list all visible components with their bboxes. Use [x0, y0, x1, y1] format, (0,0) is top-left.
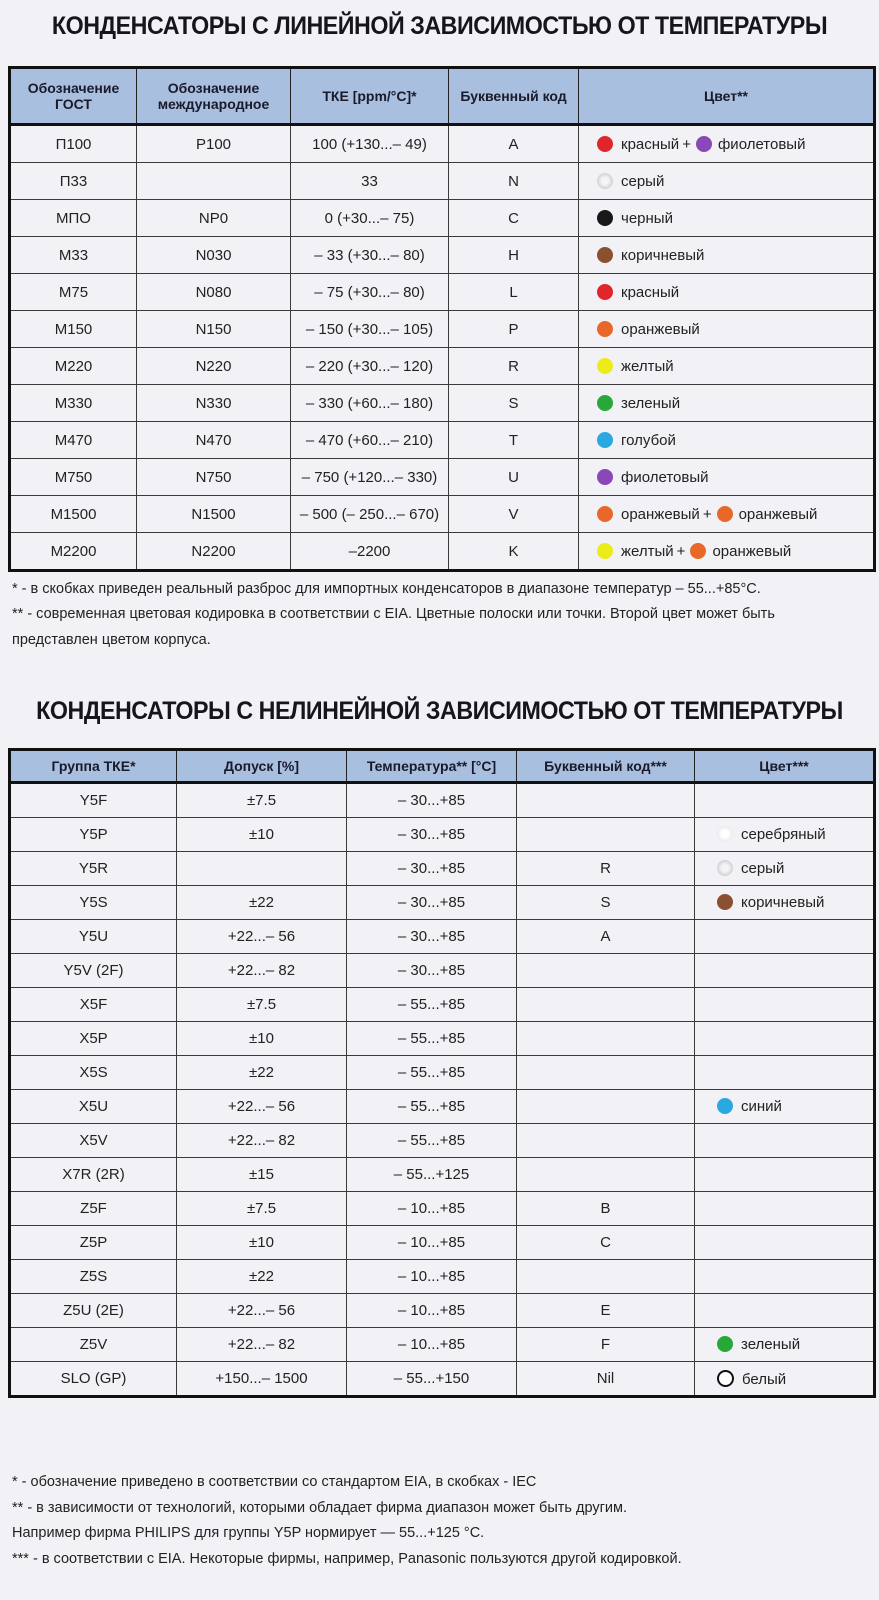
code-cell: [517, 1056, 695, 1090]
tke-cell: – 150 (+30...– 105): [291, 311, 449, 348]
table-row: [10, 954, 875, 988]
code-cell: [517, 1158, 695, 1192]
color-name: черный: [621, 209, 673, 227]
color-dot-icon: [597, 469, 613, 485]
col-tolerance-header: Допуск [%]: [177, 750, 347, 783]
tolerance-cell: +22...– 82: [177, 1328, 347, 1362]
tolerance-cell: ±7.5: [177, 783, 347, 818]
nonlinear-capacitors-title: КОНДЕНСАТОРЫ С НЕЛИНЕЙНОЙ ЗАВИСИМОСТЬЮ ОТ ТЕМПЕРАТУРЫ: [36, 697, 843, 725]
code-cell: H: [449, 237, 579, 274]
color-dot-icon: [717, 894, 733, 910]
color-cell: [695, 783, 875, 818]
intl-cell: N1500: [137, 496, 291, 533]
color-cell: [695, 852, 875, 886]
group-cell: X7R (2R): [10, 1158, 177, 1192]
color-name: фиолетовый: [621, 468, 709, 486]
color-name: белый: [742, 1370, 787, 1388]
intl-cell: N330: [137, 385, 291, 422]
footnote-tke-range: * - в скобках приведен реальный разброс для импортных конденсаторов в диапазоне температур – 55...+85°C.: [12, 581, 761, 597]
color-cell: [695, 1226, 875, 1260]
color-dot-icon: [597, 136, 613, 152]
color-cell: [579, 311, 875, 348]
table-row: [10, 385, 875, 422]
code-cell: [517, 954, 695, 988]
group-cell: Z5S: [10, 1260, 177, 1294]
tke-cell: – 220 (+30...– 120): [291, 348, 449, 385]
temperature-cell: – 30...+85: [347, 852, 517, 886]
code-cell: U: [449, 459, 579, 496]
col-tke-header: ТКЕ [ppm/°C]*: [291, 68, 449, 125]
color-dot-icon: [717, 1098, 733, 1114]
tolerance-cell: +22...– 56: [177, 920, 347, 954]
table-row: [10, 1022, 875, 1056]
gost-cell: М2200: [10, 533, 137, 571]
color-cell: [695, 1090, 875, 1124]
color-name: серебряный: [741, 826, 826, 843]
code-cell: [517, 818, 695, 852]
group-cell: Y5R: [10, 852, 177, 886]
tolerance-cell: ±22: [177, 1260, 347, 1294]
code-cell: T: [449, 422, 579, 459]
group-cell: Z5F: [10, 1192, 177, 1226]
tke-cell: – 500 (– 250...– 670): [291, 496, 449, 533]
color-cell: [695, 988, 875, 1022]
color-dot-icon: [597, 506, 613, 522]
tke-cell: – 750 (+120...– 330): [291, 459, 449, 496]
footnote-eia-color: ** - современная цветовая кодировка в соответствии с EIA. Цветные полоски или точки. Второй цвет может быть: [12, 606, 775, 622]
table-row: [10, 1294, 875, 1328]
table-row: [10, 818, 875, 852]
color-dot-icon: [597, 247, 613, 263]
table-row: [10, 1362, 875, 1397]
linear-capacitors-table: [8, 66, 876, 572]
tke-cell: 100 (+130...– 49): [291, 125, 449, 163]
group-cell: Y5U: [10, 920, 177, 954]
color-cell: [579, 348, 875, 385]
temperature-cell: – 10...+85: [347, 1328, 517, 1362]
col-color-header: Цвет**: [579, 68, 875, 125]
color-dot-icon: [717, 826, 733, 842]
color-cell: [695, 1362, 875, 1397]
table-row: [10, 1124, 875, 1158]
color-name: оранжевый: [621, 320, 700, 338]
tke-cell: – 330 (+60...– 180): [291, 385, 449, 422]
temperature-cell: – 10...+85: [347, 1260, 517, 1294]
table-row: [10, 237, 875, 274]
color-name: оранжевый: [621, 505, 700, 523]
temperature-cell: – 55...+125: [347, 1158, 517, 1192]
color-cell: [695, 1124, 875, 1158]
temperature-cell: – 30...+85: [347, 954, 517, 988]
group-cell: Y5P: [10, 818, 177, 852]
color-name: желтый: [621, 357, 674, 375]
temperature-cell: – 55...+85: [347, 1056, 517, 1090]
col-gost-header: Обозначение ГОСТ: [10, 68, 137, 125]
table-row: [10, 1090, 875, 1124]
color-name: зеленый: [621, 394, 681, 412]
gost-cell: М75: [10, 274, 137, 311]
code-cell: N: [449, 163, 579, 200]
nonlinear-capacitors-table: [8, 748, 876, 1398]
intl-cell: NP0: [137, 200, 291, 237]
color-name-secondary: оранжевый: [712, 542, 792, 560]
tke-cell: – 470 (+60...– 210): [291, 422, 449, 459]
color-cell: [695, 1294, 875, 1328]
table-row: [10, 886, 875, 920]
tolerance-cell: +22...– 56: [177, 1090, 347, 1124]
code-cell: [517, 988, 695, 1022]
gost-cell: М220: [10, 348, 137, 385]
table-row: [10, 988, 875, 1022]
color-name: красный: [621, 283, 680, 301]
temperature-cell: – 55...+85: [347, 1022, 517, 1056]
color-cell: [579, 125, 875, 163]
col-code-header: Буквенный код: [449, 68, 579, 125]
temperature-cell: – 55...+150: [347, 1362, 517, 1397]
color-cell: [695, 1022, 875, 1056]
gost-cell: МПО: [10, 200, 137, 237]
linear-capacitors-title: КОНДЕНСАТОРЫ С ЛИНЕЙНОЙ ЗАВИСИМОСТЬЮ ОТ ТЕМПЕРАТУРЫ: [51, 12, 828, 40]
table-row: [10, 125, 875, 163]
color-name: красный: [621, 135, 680, 153]
color-dot-icon: [717, 1370, 734, 1387]
code-cell: [517, 1260, 695, 1294]
tke-cell: – 75 (+30...– 80): [291, 274, 449, 311]
temperature-cell: – 55...+85: [347, 988, 517, 1022]
table-row: [10, 311, 875, 348]
code-cell: R: [517, 852, 695, 886]
group-cell: X5P: [10, 1022, 177, 1056]
tolerance-cell: +22...– 82: [177, 1124, 347, 1158]
color-name: желтый: [621, 542, 674, 560]
color-cell: [695, 954, 875, 988]
gost-cell: П33: [10, 163, 137, 200]
group-cell: X5S: [10, 1056, 177, 1090]
group-cell: Y5V (2F): [10, 954, 177, 988]
table-header-row: [10, 750, 875, 783]
color-cell: [579, 459, 875, 496]
table-row: [10, 200, 875, 237]
group-cell: Y5S: [10, 886, 177, 920]
tolerance-cell: ±7.5: [177, 988, 347, 1022]
gost-cell: М330: [10, 385, 137, 422]
temperature-cell: – 30...+85: [347, 886, 517, 920]
group-cell: SLO (GP): [10, 1362, 177, 1397]
code-cell: L: [449, 274, 579, 311]
temperature-cell: – 10...+85: [347, 1226, 517, 1260]
color-dot-icon: [597, 173, 613, 189]
color-cell: [695, 1260, 875, 1294]
intl-cell: N2200: [137, 533, 291, 571]
intl-cell: P100: [137, 125, 291, 163]
gost-cell: М150: [10, 311, 137, 348]
plus-sign: +: [682, 135, 691, 153]
table-row: [10, 422, 875, 459]
tolerance-cell: ±15: [177, 1158, 347, 1192]
color-name-secondary: оранжевый: [738, 505, 818, 523]
intl-cell: N150: [137, 311, 291, 348]
tolerance-cell: +22...– 82: [177, 954, 347, 988]
tolerance-cell: ±10: [177, 818, 347, 852]
gost-cell: М33: [10, 237, 137, 274]
col-code-header: Буквенный код***: [517, 750, 695, 783]
code-cell: A: [449, 125, 579, 163]
footnote-eia-iec: * - обозначение приведено в соответствии со стандартом EIA, в скобках - IEC: [12, 1474, 537, 1490]
code-cell: C: [517, 1226, 695, 1260]
group-cell: Z5P: [10, 1226, 177, 1260]
tolerance-cell: +22...– 56: [177, 1294, 347, 1328]
table-row: [10, 783, 875, 818]
code-cell: Nil: [517, 1362, 695, 1397]
temperature-cell: – 55...+85: [347, 1124, 517, 1158]
footnote-philips: Например фирма PHILIPS для группы Y5P нормирует — 55...+125 °C.: [12, 1525, 485, 1541]
color-name: голубой: [621, 431, 676, 449]
intl-cell: N470: [137, 422, 291, 459]
color-cell: [695, 1158, 875, 1192]
table-row: [10, 1260, 875, 1294]
gost-cell: М470: [10, 422, 137, 459]
color-dot-icon: [597, 321, 613, 337]
code-cell: [517, 1124, 695, 1158]
temperature-cell: – 30...+85: [347, 818, 517, 852]
table-row: [10, 1192, 875, 1226]
gost-cell: М1500: [10, 496, 137, 533]
code-cell: R: [449, 348, 579, 385]
table-row: [10, 459, 875, 496]
tolerance-cell: ±22: [177, 1056, 347, 1090]
group-cell: X5F: [10, 988, 177, 1022]
col-color-header: Цвет***: [695, 750, 875, 783]
table-row: [10, 1226, 875, 1260]
color-name: синий: [741, 1098, 782, 1115]
group-cell: Y5F: [10, 783, 177, 818]
color-cell: [695, 1328, 875, 1362]
table-row: [10, 852, 875, 886]
intl-cell: N220: [137, 348, 291, 385]
temperature-cell: – 10...+85: [347, 1294, 517, 1328]
table-row: [10, 1158, 875, 1192]
table-row: [10, 274, 875, 311]
table-row: [10, 163, 875, 200]
color-dot-icon: [717, 860, 733, 876]
intl-cell: N030: [137, 237, 291, 274]
tke-cell: 33: [291, 163, 449, 200]
tke-cell: – 33 (+30...– 80): [291, 237, 449, 274]
color-cell: [579, 163, 875, 200]
color-name-secondary: фиолетовый: [717, 135, 806, 153]
table-row: [10, 533, 875, 571]
color-name: серый: [741, 860, 785, 877]
tolerance-cell: [177, 852, 347, 886]
tolerance-cell: ±10: [177, 1226, 347, 1260]
code-cell: [517, 1022, 695, 1056]
footnote-body-color: представлен цветом корпуса.: [12, 632, 211, 648]
gost-cell: М750: [10, 459, 137, 496]
color-cell: [579, 237, 875, 274]
group-cell: X5U: [10, 1090, 177, 1124]
color-cell: [695, 1056, 875, 1090]
footnote-range-varies: ** - в зависимости от технологий, которыми обладает фирма диапазон может быть другим.: [12, 1500, 627, 1516]
color-cell: [579, 533, 875, 571]
color-cell: [579, 422, 875, 459]
tolerance-cell: +150...– 1500: [177, 1362, 347, 1397]
color-cell: [695, 886, 875, 920]
temperature-cell: – 55...+85: [347, 1090, 517, 1124]
group-cell: Z5V: [10, 1328, 177, 1362]
intl-cell: N750: [137, 459, 291, 496]
color-dot-icon: [696, 136, 712, 152]
code-cell: [517, 783, 695, 818]
tolerance-cell: ±10: [177, 1022, 347, 1056]
color-dot-icon: [597, 358, 613, 374]
color-cell: [579, 385, 875, 422]
color-cell: [695, 1192, 875, 1226]
color-name: серый: [621, 172, 665, 190]
code-cell: F: [517, 1328, 695, 1362]
code-cell: [517, 1090, 695, 1124]
plus-sign: +: [676, 542, 686, 560]
color-cell: [579, 496, 875, 533]
code-cell: C: [449, 200, 579, 237]
color-name: коричневый: [741, 894, 825, 911]
color-dot-icon: [597, 432, 613, 448]
tolerance-cell: ±22: [177, 886, 347, 920]
table-header-row: [10, 68, 875, 125]
color-cell: [695, 920, 875, 954]
table-row: [10, 1056, 875, 1090]
table-row: [10, 348, 875, 385]
tolerance-cell: ±7.5: [177, 1192, 347, 1226]
col-temperature-header: Температура** [°C]: [347, 750, 517, 783]
color-dot-icon: [690, 543, 706, 559]
group-cell: X5V: [10, 1124, 177, 1158]
tke-cell: 0 (+30...– 75): [291, 200, 449, 237]
code-cell: B: [517, 1192, 695, 1226]
color-dot-icon: [597, 395, 613, 411]
tke-cell: –2200: [291, 533, 449, 571]
color-cell: [579, 274, 875, 311]
code-cell: S: [449, 385, 579, 422]
color-cell: [579, 200, 875, 237]
color-dot-icon: [717, 506, 733, 522]
intl-cell: [137, 163, 291, 200]
temperature-cell: – 30...+85: [347, 783, 517, 818]
code-cell: E: [517, 1294, 695, 1328]
color-dot-icon: [597, 284, 613, 300]
color-name: зеленый: [741, 1336, 801, 1353]
plus-sign: +: [702, 505, 712, 523]
code-cell: A: [517, 920, 695, 954]
color-cell: [695, 818, 875, 852]
color-dot-icon: [597, 210, 613, 226]
temperature-cell: – 10...+85: [347, 1192, 517, 1226]
code-cell: V: [449, 496, 579, 533]
color-dot-icon: [717, 1336, 733, 1352]
color-name: коричневый: [621, 246, 705, 264]
intl-cell: N080: [137, 274, 291, 311]
code-cell: P: [449, 311, 579, 348]
temperature-cell: – 30...+85: [347, 920, 517, 954]
gost-cell: П100: [10, 125, 137, 163]
color-dot-icon: [597, 543, 613, 559]
code-cell: K: [449, 533, 579, 571]
col-group-header: Группа ТКЕ*: [10, 750, 177, 783]
code-cell: S: [517, 886, 695, 920]
table-row: [10, 496, 875, 533]
col-intl-header: Обозначение международное: [137, 68, 291, 125]
footnote-panasonic: *** - в соответствии с EIA. Некоторые фирмы, например, Panasonic пользуются другой кодировкой.: [12, 1551, 682, 1567]
group-cell: Z5U (2E): [10, 1294, 177, 1328]
table-row: [10, 1328, 875, 1362]
table-row: [10, 920, 875, 954]
